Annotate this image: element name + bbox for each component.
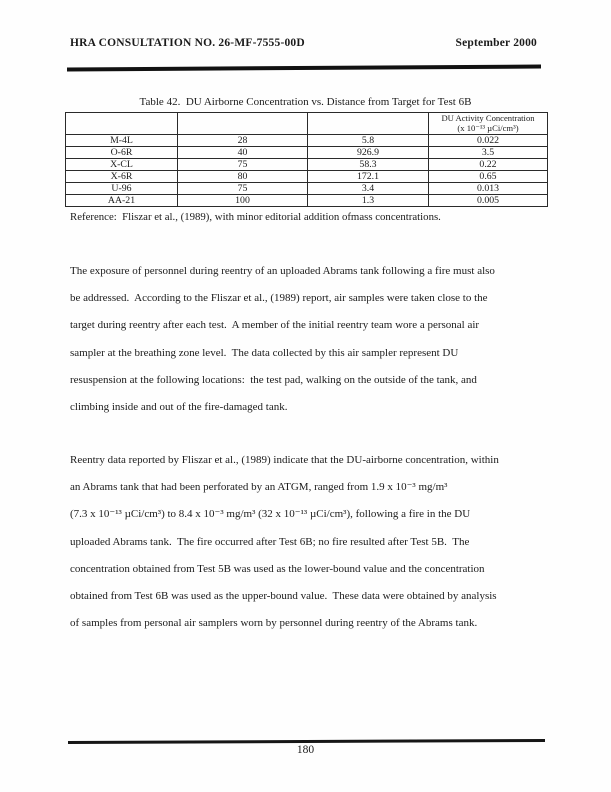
text-line: (7.3 x 10⁻¹³ µCi/cm³) to 8.4 x 10⁻³ mg/m³ (32 x 10⁻¹³ µCi/cm³), following a fire in the DU [70,508,471,521]
table-header-row [66,113,548,135]
cell-mass: 1.3 [308,195,429,207]
cell-distance: 80 [178,171,308,183]
cell-location: X-6R [66,171,178,183]
document-date: September 2000 [455,37,537,49]
paragraph-2 [70,447,554,637]
cell-mass: 5.8 [308,135,429,147]
text-line: sampler at the breathing zone level. The data collected by this air sampler represent DU [70,346,459,359]
table-row [66,147,548,159]
cell-mass: 58.3 [308,159,429,171]
cell-location: X-CL [66,159,178,171]
text-line: concentration obtained from Test 5B was used as the lower-bound value and the concentration [70,562,485,575]
data-table [65,112,548,207]
cell-location: U-96 [66,183,178,195]
text-line: climbing inside and out of the fire-damaged tank. [70,401,288,414]
text-line: Reentry data reported by Fliszar et al., (1989) indicate that the DU-airborne concentration, within [70,454,499,466]
reference-note: Reference: Fliszar et al., (1989), with minor editorial addition ofmass concentrations. [70,211,441,223]
activity-header-line2: (x 10⁻¹³ µCi/cm³) [457,122,519,133]
cell-location: O-6R [66,147,178,159]
cell-mass: 926.9 [308,147,429,159]
header-cell-location [66,113,178,135]
activity-header-line1: DU Activity Concentration [441,112,535,123]
table-row [66,195,548,207]
cell-activity: 0.022 [429,135,548,147]
cell-activity: 0.013 [429,183,548,195]
text-line: an Abrams tank that had been perforated by an ATGM, ranged from 1.9 x 10⁻³ mg/m³ [70,481,448,494]
header-cell-distance [178,113,308,135]
text-line: resuspension at the following locations: the test pad, walking on the outside of the tank, and [70,373,477,386]
cell-location: M-4L [66,135,178,147]
text-line: obtained from Test 6B was used as the upper-bound value. These data were obtained by analysis [70,590,497,603]
cell-location: AA-21 [66,195,178,207]
table-row [66,183,548,195]
cell-distance: 40 [178,147,308,159]
text-line: The exposure of personnel during reentry of an uploaded Abrams tank following a fire must also [70,265,495,277]
cell-distance: 28 [178,135,308,147]
table-row [66,171,548,183]
table-title: Table 42. DU Airborne Concentration vs. Distance from Target for Test 6B [139,96,472,108]
cell-activity: 0.22 [429,159,548,171]
cell-activity: 3.5 [429,147,548,159]
text-line: uploaded Abrams tank. The fire occurred after Test 6B; no fire resulted after Test 5B. The [70,535,470,548]
text-line: target during reentry after each test. A member of the initial reentry team wore a personal air [70,319,480,332]
cell-mass: 172.1 [308,171,429,183]
page-number: 180 [296,744,315,756]
cell-activity: 0.65 [429,171,548,183]
cell-activity: 0.005 [429,195,548,207]
table-row [66,135,548,147]
text-line: be addressed. According to the Fliszar et al., (1989) report, air samples were taken close to the [70,292,488,305]
table-row [66,159,548,171]
text-line: of samples from personal air samplers worn by personnel during reentry of the Abrams tank. [70,617,478,630]
cell-distance: 75 [178,183,308,195]
header-rule [67,65,541,71]
header-cell-mass-concentration [308,113,429,135]
cell-distance: 75 [178,159,308,171]
document-number: HRA CONSULTATION NO. 26-MF-7555-00D [70,37,305,49]
cell-mass: 3.4 [308,183,429,195]
header-cell-activity-concentration [429,113,548,135]
footer-rule [68,739,545,744]
page-header [70,37,537,49]
cell-distance: 100 [178,195,308,207]
paragraph-1 [70,258,554,421]
